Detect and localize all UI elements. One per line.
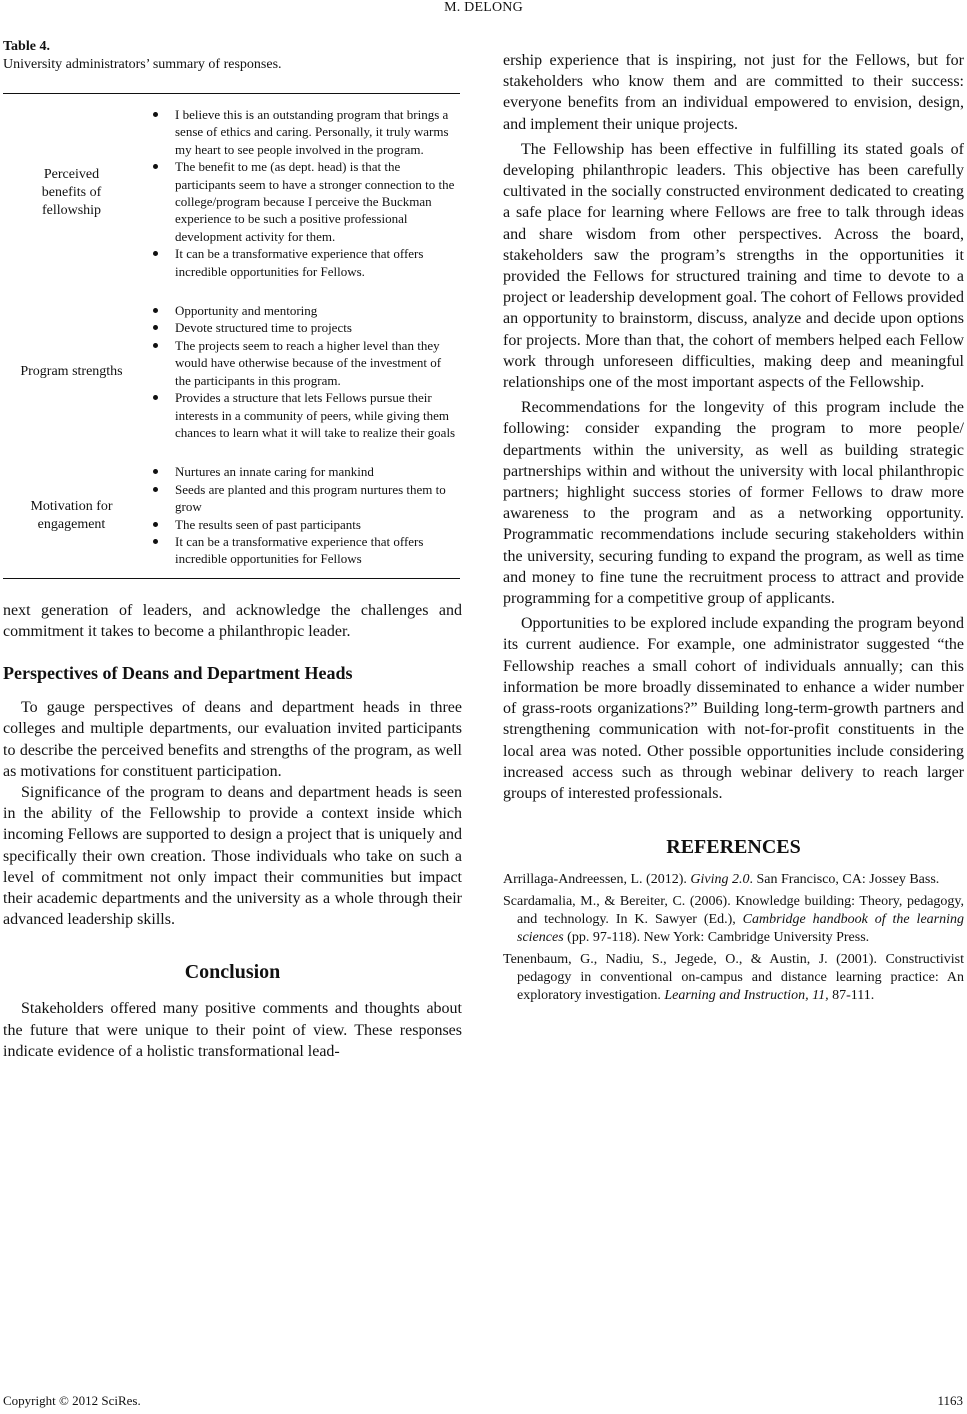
reference-text: Scardamalia, M., & Bereiter, C. (2006). Knowledge building: Theory, pedagogy, and technology. In K. Sawyer (Ed.), xyxy=(503,894,964,928)
row-label-motivation xyxy=(3,498,140,534)
row-items-benefits xyxy=(140,106,460,280)
bullet-item: The projects seem to reach a higher level than they would have otherwise because of the investment of the participants in this program. xyxy=(148,337,460,389)
reference-text: . San Francisco, CA: Jossey Bass. xyxy=(749,872,940,888)
reference-text: Tenenbaum, G., Nadiu, S., Jegede, O., & Austin, J. (2001). Constructivist pedagogy in conventional on-campus and distance learning practice: An exploratory investigation. xyxy=(503,952,964,1004)
right-column xyxy=(503,36,964,1005)
table-row-motivation xyxy=(3,463,460,567)
bullet-item: The results seen of past participants xyxy=(148,516,460,533)
bullet-item: Devote structured time to projects xyxy=(148,319,460,336)
body-paragraph: Recommendations for the longevity of this program include the following: consider expanding the program to more people/ departments within the university, as well as building strategic partnerships within and without the university with local philanthropic partners; highlight success stories of former Fellows to draw more awareness to the program and as a networking opportunity. Programmatic recommendations include securing stakeholders within the university, securing funding to expand the program, as well as time and money to fine tune the recruitment process to attract and provide programming for a competitive group of applicants. xyxy=(503,399,964,608)
body-paragraph: Significance of the program to deans and department heads is seen in the ability of the Fellowship to provide a context inside which incoming Fellows are supported to design a project that is uniquely and specifically their own creation. Those individuals who take on such a level of commitment not only impact their communities but impact their academic departments and the university as a whole through their advanced leadership skills. xyxy=(3,783,462,929)
row-label-line: Motivation for xyxy=(30,498,113,514)
bullet-item: Nurtures an innate caring for mankind xyxy=(148,463,460,480)
row-label-line: engagement xyxy=(37,516,106,532)
bullet-item: Seeds are planted and this program nurtures them to grow xyxy=(148,481,460,516)
summary-table xyxy=(3,93,460,579)
bullet-item: It can be a transformative experience that offers incredible opportunities for Fellows xyxy=(148,533,460,568)
reference-text: (pp. 97-118). New York: Cambridge University Press. xyxy=(563,930,870,946)
reference-text: 87-111. xyxy=(828,988,875,1004)
body-paragraph: The Fellowship has been effective in fulfilling its stated goals of developing philanthropic leaders. This objective has been carefully cultivated in the socially constructed environment dedicated to creating a safe place for learning where Fellows are free to talk through ideas and share wisdom from other perspectives. Across the board, stakeholders saw the program’s strengths in the opportunities it provided the Fellows for structured training and time to devote to a project or leadership development goal. The cohort of Fellows provided an opportunity to brainstorm, discuss, analyze and decide upon options for projects. More than that, the cohort of members helped each Fellow work through unforeseen difficulties, making deep and meaningful relationships one of the most important aspects of the Fellowship. xyxy=(503,140,964,392)
bullet-item: I believe this is an outstanding program that brings a sense of ethics and caring. Personally, it truly warms my heart to see people involved in the program. xyxy=(148,106,460,158)
reference-list xyxy=(503,871,964,1005)
row-label-line: Perceived xyxy=(43,167,100,183)
conclusion-heading: Conclusion xyxy=(184,961,281,984)
body-paragraph: To gauge perspectives of deans and department heads in three colleges and multiple departments, our evaluation invited participants to describe the perceived benefits and strengths of the program, as well as motivations for constituent participation. xyxy=(3,699,462,780)
reference-text: Arrillaga-Andreessen, L. (2012). xyxy=(503,872,691,888)
row-label-benefits xyxy=(3,166,140,220)
row-items-motivation xyxy=(140,463,460,567)
bullet-item: Provides a structure that lets Fellows pursue their interests in a community of peers, while giving them chances to learn what it will take to realize their goals xyxy=(148,389,460,441)
table-title: Table 4. xyxy=(3,39,50,54)
footer-copyright: Copyright © 2012 SciRes. xyxy=(3,1393,141,1408)
reference-entry xyxy=(503,951,964,1005)
row-label-line: benefits of xyxy=(41,185,102,201)
bullet-item: Opportunity and mentoring xyxy=(148,302,460,319)
row-label-line: Program strengths xyxy=(20,363,123,379)
references-heading: REFERENCES xyxy=(666,836,801,859)
continuation-paragraph: ership experience that is inspiring, not just for the Fellows, but for stakeholders who know them and are committed to their success: everyone benefits from an individual empowered to envision, design, and implement their unique projects. xyxy=(503,52,964,133)
reference-title: Learning and Instruction, 11, xyxy=(664,988,829,1004)
running-head: M. DELONG xyxy=(444,0,523,15)
bullet-item: The benefit to me (as dept. head) is that the participants seem to have a stronger connection to the college/program because I perceive the Buckman experience to be such a positive professional development activity for them. xyxy=(148,158,460,245)
page-number: 1163 xyxy=(937,1393,963,1408)
table-row-strengths xyxy=(3,302,460,441)
reference-entry xyxy=(503,893,964,947)
row-label-strengths xyxy=(3,363,140,381)
row-label-line: fellowship xyxy=(41,203,102,219)
reference-entry xyxy=(503,871,964,889)
reference-title: Giving 2.0 xyxy=(690,872,750,888)
table-subtitle: University administrators’ summary of responses. xyxy=(3,57,282,72)
continuation-paragraph: next generation of leaders, and acknowledge the challenges and commitment it takes to become a philanthropic leader. xyxy=(3,601,462,640)
row-items-strengths xyxy=(140,302,460,441)
table-row-benefits xyxy=(3,106,460,280)
body-paragraph: Stakeholders offered many positive comments and thoughts about the future that were unique to their point of view. These responses indicate evidence of a holistic transformational lead- xyxy=(3,1000,462,1060)
body-paragraph: Opportunities to be explored include expanding the program beyond its current audience. For example, one administrator suggested “the Fellowship reaches a small cohort of individuals annually; can this information be more broadly disseminated to enhance a wider number of grass-roots organizations?” Building long-term-growth partners and strengthening communication with not-for-profit constituents in the local area was noted. Other possible opportunities include considering increased access such as through webinar delivery to reach larger groups of interested professionals. xyxy=(503,615,964,802)
reference-title: Cambridge handbook of the learning sciences xyxy=(517,912,964,946)
bullet-item: It can be a transformative experience that offers incredible opportunities for Fellows. xyxy=(148,245,460,280)
section-heading: Perspectives of Deans and Department Heads xyxy=(3,663,353,684)
left-column xyxy=(3,36,462,1062)
